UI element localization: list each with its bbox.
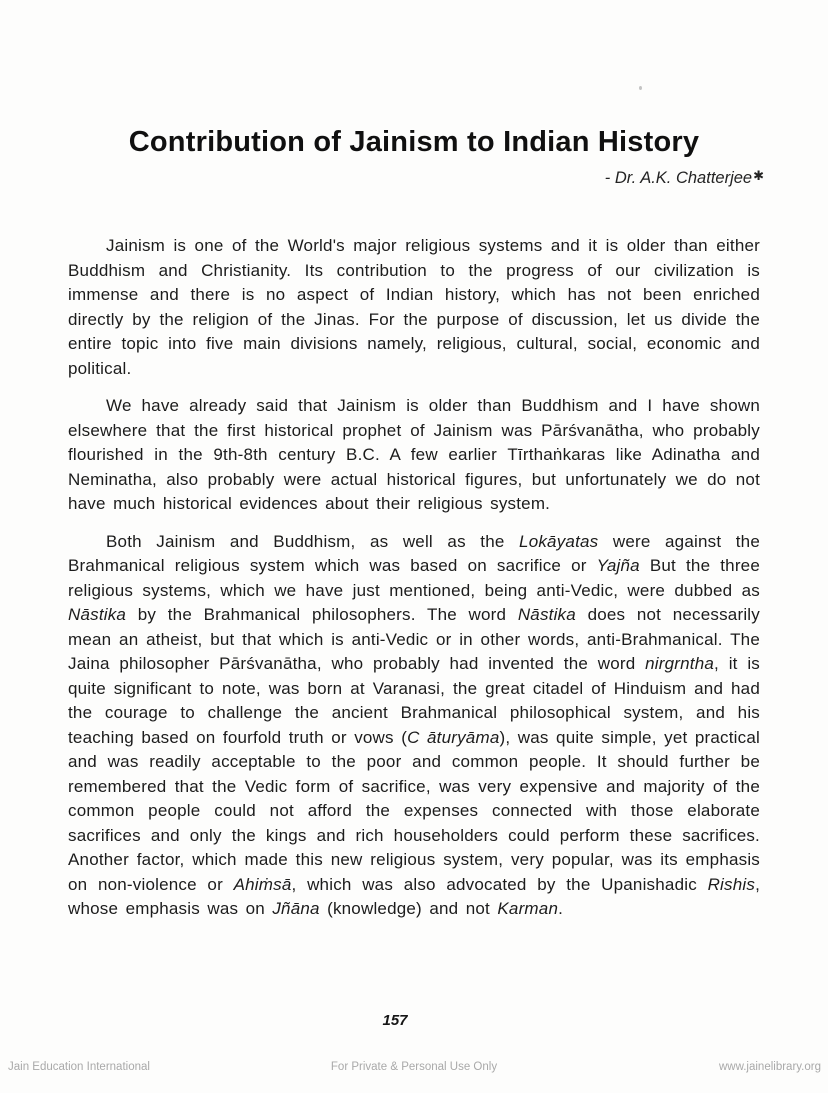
text-run: Jainism is one of the World's major religious systems and it is older than either Buddhism and Christianity. Its contribution to the progress of our civilization is immense and there is no aspect of Indian history, which has not been enriched directly by the religion of the Jinas. For the purpose of discussion, let us divide the entire topic into five main divisions namely, religious, cultural, social, economic and political. [68,236,760,378]
text-run: by the Brahmanical philosophers. The word [126,605,518,624]
italic-term: Jñāna [272,899,320,918]
scan-artifact-dot [639,86,642,90]
text-run: But the three religious systems, which we have just mentioned, being anti-Vedic, were dubbed as [68,556,760,600]
text-run: does not necessarily mean an atheist, but that which is anti-Vedic or in other words, anti-Brahmanical. The Jaina philosopher Pārśvanātha, who probably had invented the word [68,605,760,673]
italic-term: nirgrntha [645,654,715,673]
text-run: , whose emphasis was on [68,874,760,918]
paragraph [68,234,760,381]
footer-website: www.jainelibrary.org [718,1061,821,1073]
text-run: . [558,899,564,918]
text-run: , it is quite significant to note, was born at Varanasi, the great citadel of Hinduism and had the courage to challenge the ancient Brahmanical philosophical system, and his teaching based on fourfold truth or vows ( [68,654,760,747]
italic-term: Rishis [707,874,756,894]
italic-term: Lokāyatas [519,531,599,551]
byline-footnote-mark: ✱ [753,168,764,183]
text-run: Both Jainism and Buddhism, as well as the [106,531,520,551]
page-title: Contribution of Jainism to Indian History [128,126,700,158]
text-run: , which was also advocated by the Upanishadic [291,874,708,894]
italic-term: Ahiṁsā [233,874,292,894]
text-run: were against the Brahmanical religious system which was based on sacrifice or [68,531,760,575]
text-run: ), was quite simple, yet practical and was readily acceptable to the poor and common people. It should further be remembered that the Vedic form of sacrifice, was very expensive and majority of the common people could not afford the expenses connected with those elaborate sacrifices and only the kings and rich householders could perform these sacrifices. Another factor, which made this new religious system, very popular, was its emphasis on non-violence or [68,727,760,894]
page-footer [0,1061,828,1077]
paragraph [68,530,760,922]
italic-term: Nāstika [517,605,576,624]
text-run: We have already said that Jainism is older than Buddhism and I have shown elsewhere that the first historical prophet of Jainism was Pārśvanātha, who probably flourished in the 9th-8th century B.C. A few earlier Tīrthaṅkaras like Adinatha and Neminatha, also probably were actual historical figures, but unfortunately we do not have much historical evidences about their religious system. [68,396,760,513]
byline [0,168,828,188]
italic-term: Karman [497,899,559,918]
footer-publisher: Jain Education International [8,1061,150,1073]
italic-term: Nāstika [68,605,127,624]
italic-term: Yajña [596,556,640,575]
italic-term: C āturyāma [407,727,500,747]
footer-usage-note: For Private & Personal Use Only [330,1061,498,1073]
article-body [68,234,760,922]
text-run: (knowledge) and not [319,899,498,918]
byline-text: - Dr. A.K. Chatterjee [604,169,753,187]
page-number: 157 [382,1012,408,1029]
paragraph [68,394,760,517]
